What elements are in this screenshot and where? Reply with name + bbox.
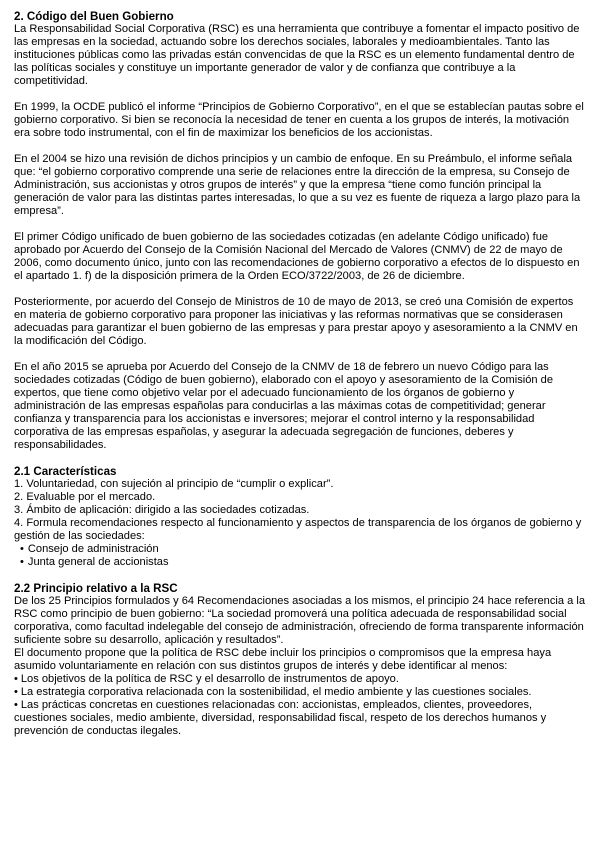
list-item: • Las prácticas concretas en cuestiones relacionadas con: accionistas, empleados, clientes, proveedores, cuestiones sociales, medio ambiente, diversidad, responsabilidad fiscal, respeto de los derechos humanos y prevención de conductas ilegales. — [14, 699, 586, 738]
governance-bodies-list — [14, 543, 586, 569]
document-page — [14, 10, 586, 738]
list-item: • Junta general de accionistas — [20, 556, 586, 569]
paragraph-politica-rsc: El documento propone que la política de RSC debe incluir los principios o compromisos que la empresa haya asumido voluntariamente en relación con sus distintos grupos de interés y debe identificar al menos: — [14, 647, 552, 672]
list-item: 1. Voluntariedad, con sujeción al principio de “cumplir o explicar”. — [14, 478, 334, 490]
paragraph-comision-expertos: Posteriormente, por acuerdo del Consejo de Ministros de 10 de mayo de 2013, se creó una Comisión de expertos en materia de gobierno corporativo para proponer las iniciativas y las reformas normativas que se considerasen adecuadas para garantizar el buen gobierno de las empresas y para prestar apoyo y asesoramiento a la CNMV en la modificación del Código. — [14, 296, 578, 347]
paragraph-principio-24: De los 25 Principios formulados y 64 Recomendaciones asociadas a los mismos, el principio 24 hace referencia a la RSC como principio de buen gobierno: “La sociedad promoverá una política adecuada de responsabilidad social corporativa, como facultad indelegable del consejo de administración, ofreciendo de forma transparente información suficiente sobre su desarrollo, aplicación y resultados”. — [14, 595, 586, 646]
list-item: 3. Ámbito de aplicación: dirigido a las sociedades cotizadas. — [14, 504, 310, 516]
section-2-title: 2. Código del Buen Gobierno — [14, 10, 174, 23]
paragraph-codigo-unificado: El primer Código unificado de buen gobierno de las sociedades cotizadas (en adelante Código unificado) fue aprobado por Acuerdo del Consejo de la Comisión Nacional del Mercado de Valores (CNMV) de 22 de mayo de 2006, como documento único, junto con las recomendaciones de gobierno corporativo a efectos de lo dispuesto en el apartado 1. f) de la disposición primera de la Orden ECO/3722/2003, de 26 de diciembre. — [14, 231, 580, 282]
section-2-2-title: 2.2 Principio relativo a la RSC — [14, 582, 178, 595]
paragraph-ocde-1999: En 1999, la OCDE publicó el informe “Principios de Gobierno Corporativo”, en el que se establecían pautas sobre el gobierno corporativo. Si bien se reconocía la necesidad de tener en cuenta a los grupos de interés, la motivación era sobre todo instrumental, con el fin de maximizar los beneficios de los accionistas. — [14, 101, 584, 139]
list-item: 4. Formula recomendaciones respecto al funcionamiento y aspectos de transparencia de los órganos de gobierno y gestión de las sociedades: — [14, 517, 582, 542]
paragraph-revision-2004: En el 2004 se hizo una revisión de dichos principios y un cambio de enfoque. En su Preámbulo, el informe señala que: “el gobierno corporativo comprende una serie de relaciones entre la dirección de la empresa, su Consejo de Administración, sus accionistas y otros grupos de interés” y que la empresa “tiene como función principal la generación de valor para las distintas partes interesadas, lo que a su vez es fuente de riqueza a largo plazo para la empresa”. — [14, 153, 581, 217]
list-item: 2. Evaluable por el mercado. — [14, 491, 156, 503]
list-item: • Consejo de administración — [20, 543, 586, 556]
list-item: • Los objetivos de la política de RSC y el desarrollo de instrumentos de apoyo. — [14, 673, 586, 686]
characteristics-list — [14, 478, 586, 543]
paragraph-rsc-intro: La Responsabilidad Social Corporativa (RSC) es una herramienta que contribuye a fomentar el impacto positivo de las empresas en la sociedad, actuando sobre los derechos sociales, laborales y medioambientales. Tanto las instituciones públicas como las privadas están convencidas de que la RSC es un elemento fundamental dentro de las políticas sociales y constituye un importante generador de valor y de confianza que contribuye a la competitividad. — [14, 23, 580, 87]
section-2-1-title: 2.1 Características — [14, 465, 117, 478]
paragraph-codigo-2015: En el año 2015 se aprueba por Acuerdo del Consejo de la CNMV de 18 de febrero un nuevo Código para las sociedades cotizadas (Código de buen gobierno), elaborado con el apoyo y asesoramiento de la Comisión de expertos, que tiene como objetivo velar por el adecuado funcionamiento de los órganos de gobierno y administración de las empresas españolas para conducirlas a las máximas cotas de competitividad; generar confianza y transparencia para los accionistas e inversores; mejorar el control interno y la responsabilidad corporativa de las empresas españolas, y asegurar la adecuada segregación de funciones, deberes y responsabilidades. — [14, 361, 554, 451]
list-item: • La estrategia corporativa relacionada con la sostenibilidad, el medio ambiente y las cuestiones sociales. — [14, 686, 586, 699]
